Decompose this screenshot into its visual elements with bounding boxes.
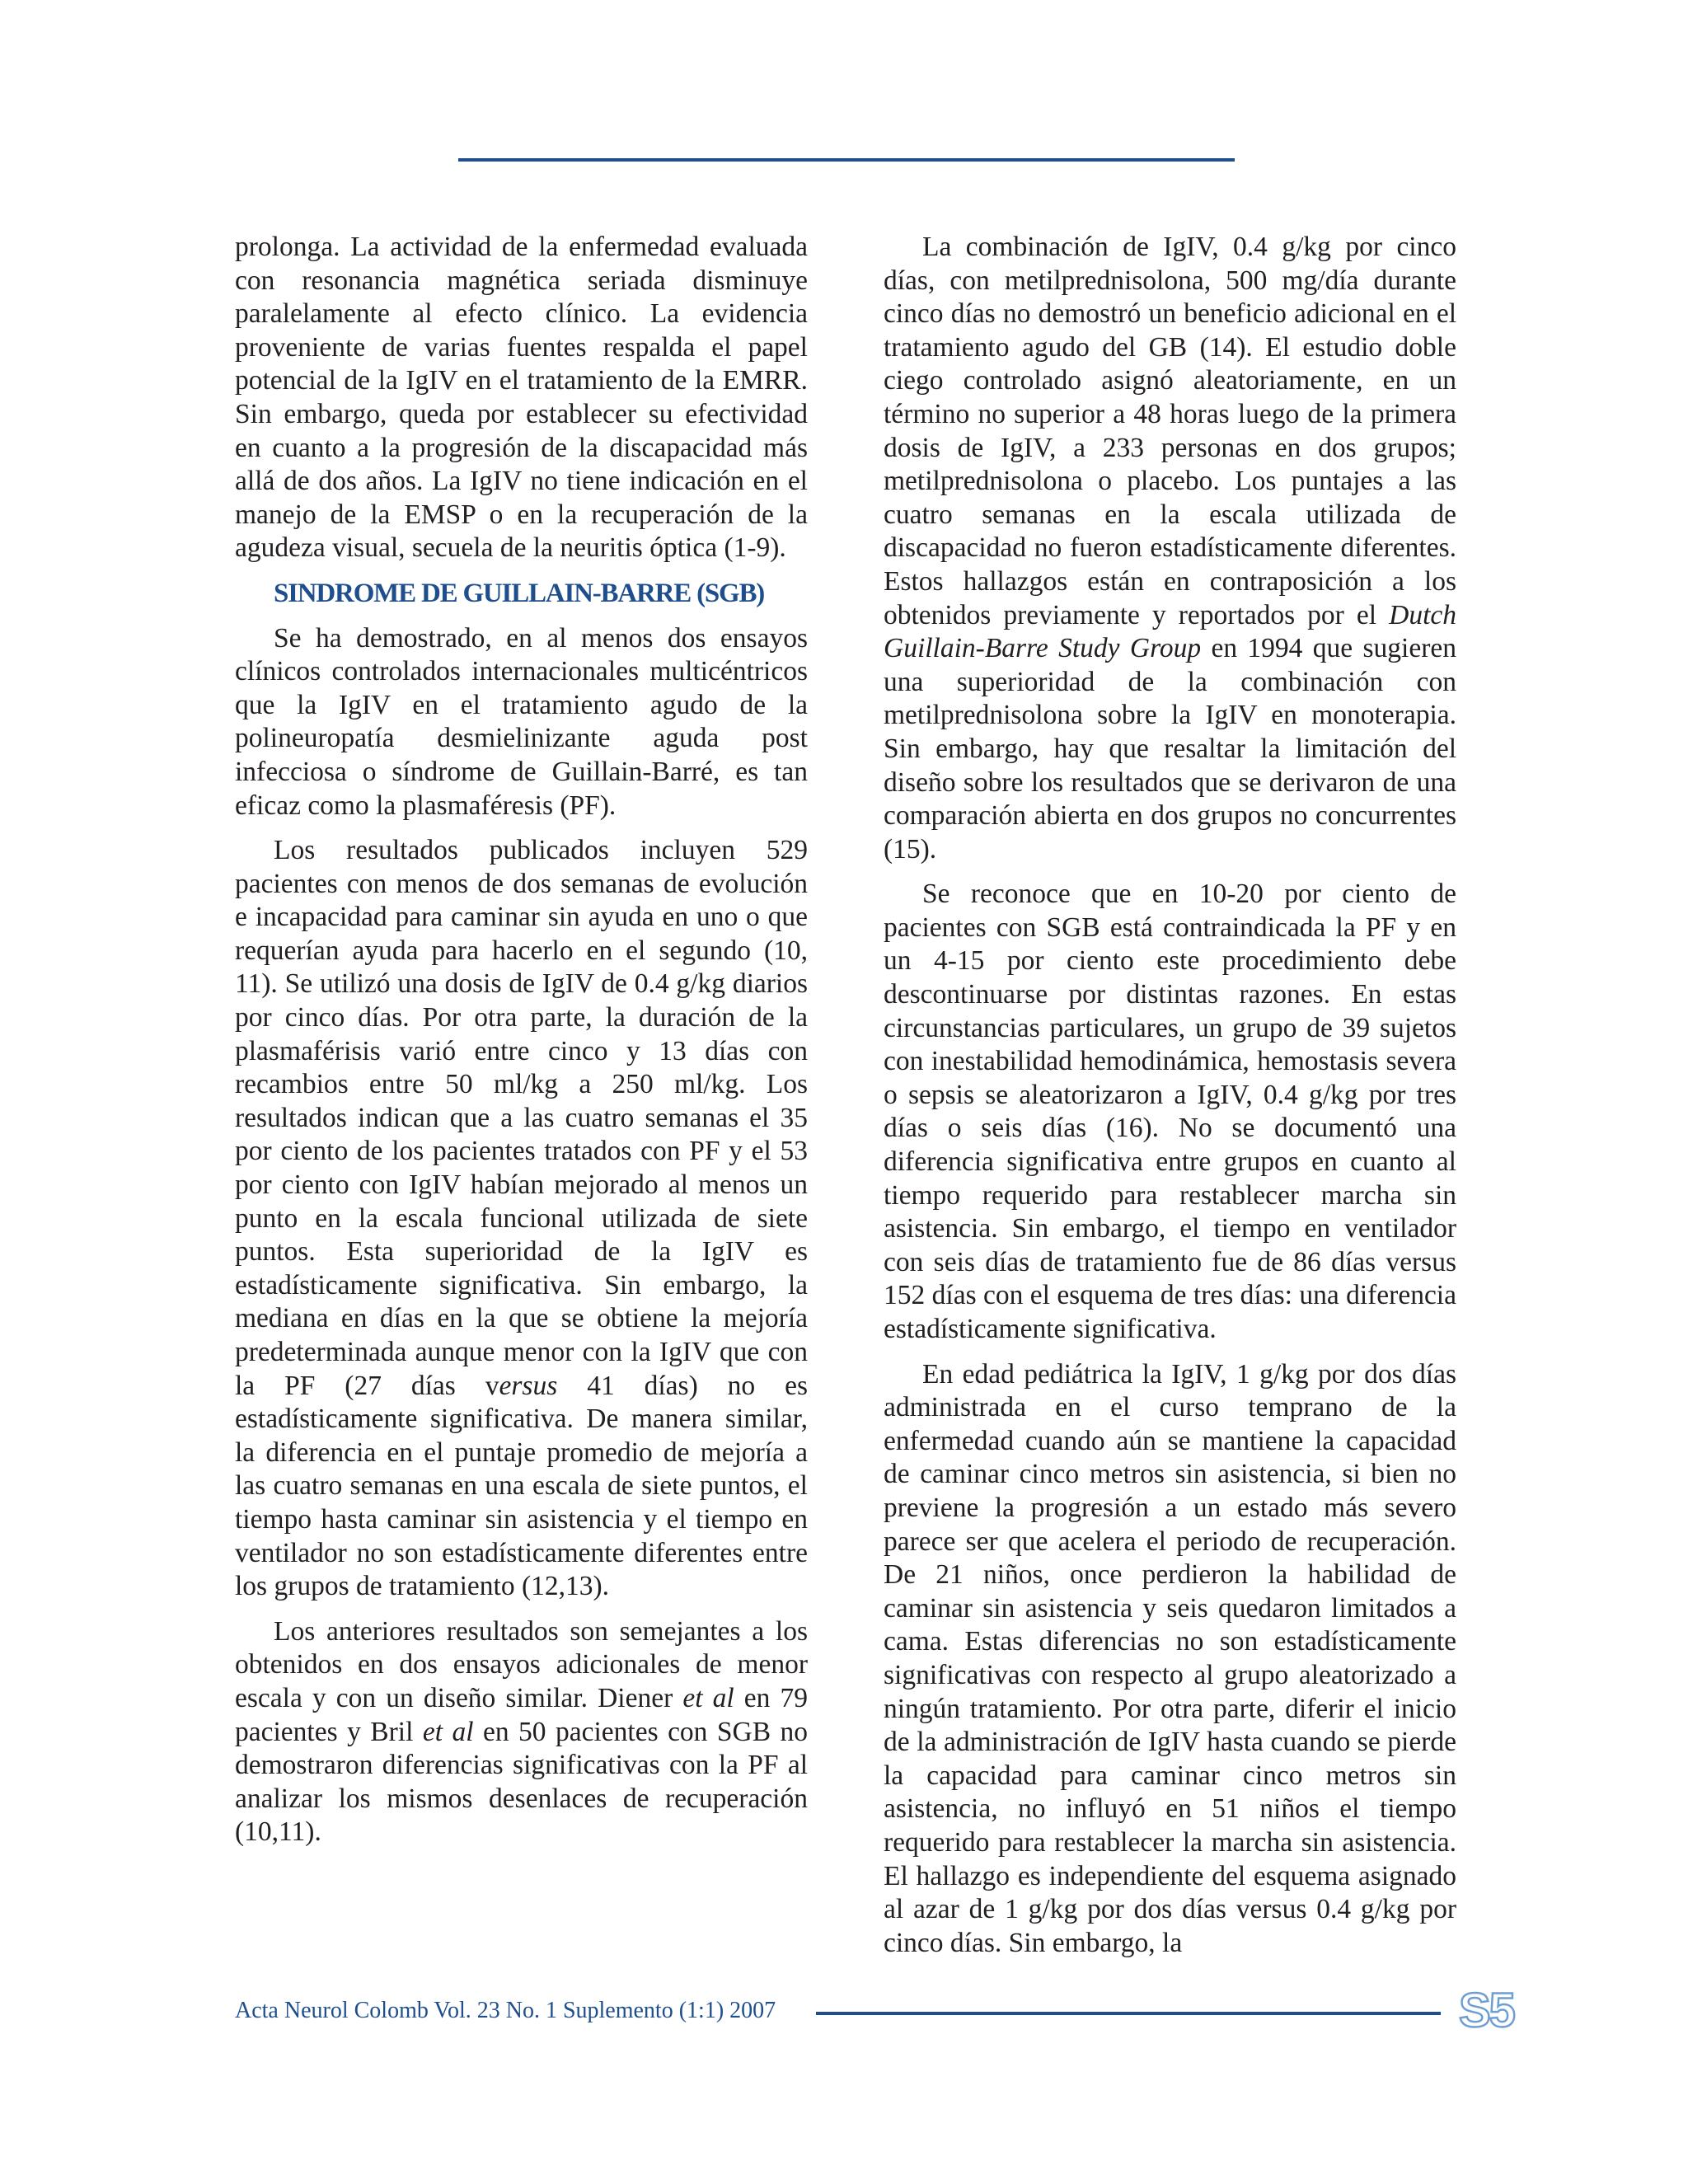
left-column bbox=[235, 231, 808, 1861]
paragraph: Se ha demostrado, en al menos dos ensayos clínicos controlados internacionales multicéntricos que la IgIV en el tratamiento agudo de la polineuropatía desmielinizante aguda post infecciosa o síndrome de Guillain-Barré, es tan eficaz como la plasmaféresis (PF). bbox=[235, 622, 808, 821]
italic-text: ersus bbox=[499, 1370, 558, 1401]
section-heading: SINDROME DE GUILLAIN-BARRE (SGB) bbox=[274, 578, 765, 608]
italic-text: Dutch Guillain-Barre Study Group bbox=[884, 599, 1456, 664]
footer-rule bbox=[816, 2012, 1441, 2015]
italic-text: et al bbox=[682, 1682, 734, 1713]
paragraph: Los resultados publicados incluyen 529 pacientes con menos de dos semanas de evolución e incapacidad para caminar sin ayuda en uno o que requerían ayuda para hacerlo en el segundo (10, 11). Se utilizó una dosis de IgIV de 0.4 g/kg diarios por cinco días. Por otra parte, la duración de la plasmaférisis varió entre cinco y 13 días con recambios entre 50 ml/kg a 250 ml/kg. Los resultados indican que a las cuatro semanas el 35 por ciento de los pacientes tratados con PF y el 53 por ciento con IgIV habían mejorado al menos un punto en la escala funcional utilizada de siete puntos. Esta superioridad de la IgIV es estadísticamente significativa. Sin embargo, la mediana en días en la que se obtiene la mejoría predeterminada aunque menor con la IgIV que con la PF (27 días versus 41 días) no es estadísticamente significativa. De manera similar, la diferencia en el puntaje promedio de mejoría a las cuatro semanas en una escala de siete puntos, el tiempo hasta caminar sin asistencia y el tiempo en ventilador no son estadísticamente diferentes entre los grupos de tratamiento (12,13). bbox=[235, 835, 809, 1602]
paragraph: Los anteriores resultados son semejantes a los obtenidos en dos ensayos adicionales de menor escala y con un diseño similar. Diener et al en 79 pacientes y Bril et al en 50 pacientes con SGB no demostraron diferencias significativas con la PF al analizar los mismos desenlaces de recuperación (10,11). bbox=[235, 1615, 808, 1848]
paragraph: prolonga. La actividad de la enfermedad evaluada con resonancia magnética seriada disminuye paralelamente al efecto clínico. La evidencia proveniente de varias fuentes respalda el papel potencial de la IgIV en el tratamiento de la EMRR. Sin embargo, queda por establecer su efectividad en cuanto a la progresión de la discapacidad más allá de dos años. La IgIV no tiene indicación en el manejo de la EMSP o en la recuperación de la agudeza visual, secuela de la neuritis óptica (1-9). bbox=[235, 232, 808, 564]
header-rule bbox=[458, 158, 1235, 162]
paragraph: En edad pediátrica la IgIV, 1 g/kg por dos días administrada en el curso temprano de la enfermedad cuando aún se mantiene la capacidad de caminar cinco metros sin asistencia, si bien no previene la progresión a un estado más severo parece ser que acelera el periodo de recuperación. De 21 niños, once perdieron la habilidad de caminar sin asistencia y seis quedaron limitados a cama. Estas diferencias no son estadísticamente significativas con respecto al grupo aleatorizado a ningún tratamiento. Por otra parte, diferir el inicio de la administración de IgIV hasta cuando se pierde la capacidad para caminar cinco metros sin asistencia, no influyó en 51 niños el tiempo requerido para restablecer la marcha sin asistencia. El hallazgo es independiente del esquema asignado al azar de 1 g/kg por dos días versus 0.4 g/kg por cinco días. Sin embargo, la bbox=[884, 1358, 1456, 1958]
paragraph: La combinación de IgIV, 0.4 g/kg por cinco días, con metilprednisolona, 500 mg/día durante cinco días no demostró un beneficio adicional en el tratamiento agudo del GB (14). El estudio doble ciego controlado asignó aleatoriamente, en un término no superior a 48 horas luego de la primera dosis de IgIV, a 233 personas en dos grupos; metilprednisolona o placebo. Los puntajes a las cuatro semanas en la escala utilizada de discapacidad no fueron estadísticamente diferentes. Estos hallazgos están en contraposición a los obtenidos previamente y reportados por el Dutch Guillain-Barre Study Group en 1994 que sugieren una superioridad de la combinación con metilprednisolona sobre la IgIV en monoterapia. Sin embargo, hay que resaltar la limitación del diseño sobre los resultados que se derivaron de una comparación abierta en dos grupos no concurrentes (15). bbox=[884, 232, 1456, 865]
page-number: S5 bbox=[1459, 1984, 1514, 2037]
footer-journal-citation: Acta Neurol Colomb Vol. 23 No. 1 Suplemento (1:1) 2007 bbox=[235, 1998, 776, 2023]
paragraph: Se reconoce que en 10-20 por ciento de pacientes con SGB está contraindicada la PF y en un 4-15 por ciento este procedimiento debe descontinuarse por distintas razones. En estas circunstancias particulares, un grupo de 39 sujetos con inestabilidad hemodinámica, hemostasis severa o sepsis se aleatorizaron a IgIV, 0.4 g/kg por tres días o seis días (16). No se documentó una diferencia significativa entre grupos en cuanto al tiempo requerido para restablecer marcha sin asistencia. Sin embargo, el tiempo en ventilador con seis días de tratamiento fue de 86 días versus 152 días con el esquema de tres días: una diferencia estadísticamente significativa. bbox=[884, 879, 1456, 1344]
right-column bbox=[884, 231, 1456, 1971]
italic-text: et al bbox=[422, 1716, 474, 1747]
